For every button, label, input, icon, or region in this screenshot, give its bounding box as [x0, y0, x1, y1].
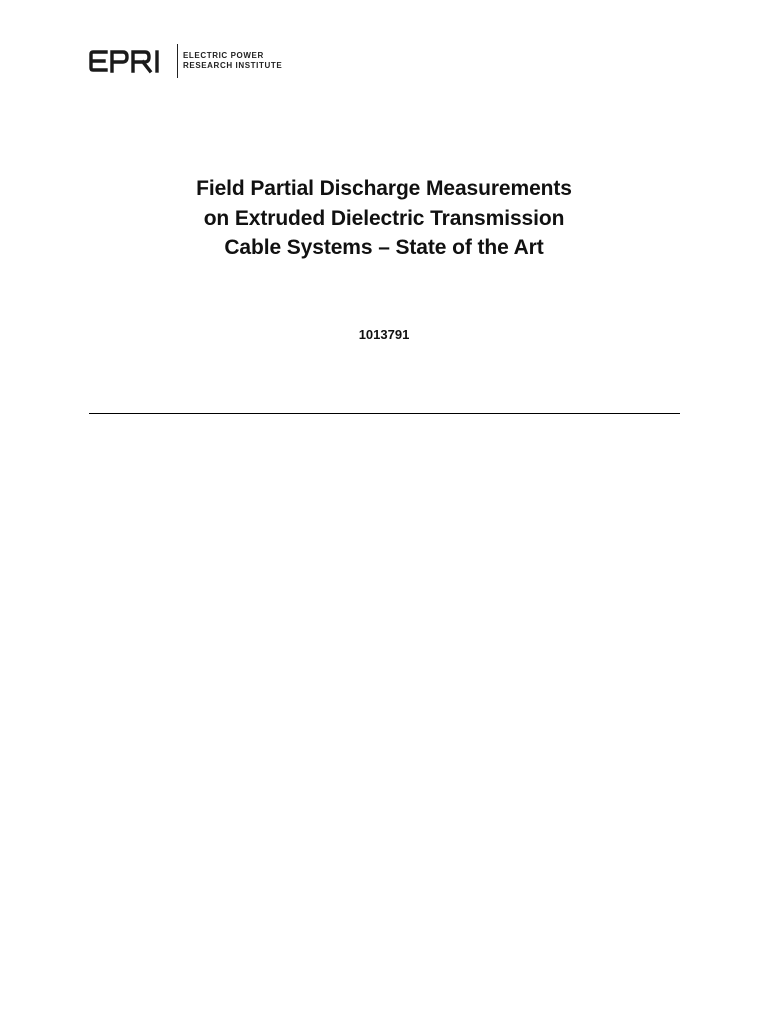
- org-name-line-1: ELECTRIC POWER: [183, 51, 264, 60]
- horizontal-rule: [89, 413, 680, 414]
- logo-divider: [177, 44, 178, 78]
- epri-logo: [89, 44, 282, 78]
- title-line-2: on Extruded Dielectric Transmission: [203, 206, 565, 230]
- title-line-3: Cable Systems – State of the Art: [224, 236, 544, 259]
- title-line-1: Field Partial Discharge Measurements: [196, 177, 572, 200]
- org-name-line-2: RESEARCH INSTITUTE: [183, 61, 283, 70]
- document-title: [0, 174, 768, 263]
- report-number: 1013791: [358, 327, 410, 342]
- organization-name: [183, 51, 282, 71]
- epri-wordmark-icon: [89, 48, 173, 74]
